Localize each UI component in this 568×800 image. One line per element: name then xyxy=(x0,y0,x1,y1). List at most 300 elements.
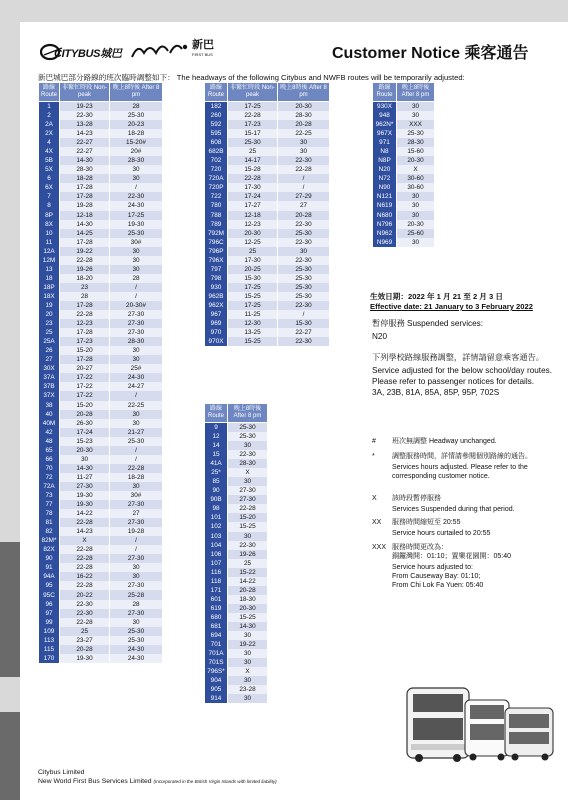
route-cell: 77 xyxy=(39,500,60,509)
route-cell: N962 xyxy=(373,229,397,238)
route-cell: 19 xyxy=(39,301,60,310)
route-cell: 82X xyxy=(39,545,60,554)
headway-cell: 25-30 xyxy=(278,283,330,292)
table-row xyxy=(39,554,163,563)
table-row xyxy=(205,229,330,238)
route-cell: N20 xyxy=(373,165,397,174)
table-row xyxy=(39,174,163,183)
route-cell: 780 xyxy=(205,201,228,210)
table-row xyxy=(205,102,330,112)
table-row xyxy=(39,645,163,654)
headway-cell: 22-28 xyxy=(278,165,330,174)
route-cell: 905 xyxy=(205,685,228,694)
legend-xxx: XXX 服務時間更改為： 銅鑼灣開：01:10；置樂花園開：05:40 Service hours adjusted to: From Causeway Bay: 01:10; From Chi Lok Fa Yuen: 05:40 xyxy=(372,544,512,589)
table-row xyxy=(205,568,268,577)
route-cell: 260 xyxy=(205,111,228,120)
table-row xyxy=(39,500,163,509)
table-row xyxy=(39,437,163,446)
table-row xyxy=(39,428,163,437)
route-cell: 90B xyxy=(205,495,228,504)
legend-x: X 該時段暫停服務 Services Suspended during that period. xyxy=(372,495,515,513)
headway-cell: 25-30 xyxy=(278,292,330,301)
headway-cell: 20-30 xyxy=(278,102,330,112)
headway-cell: 17-30 xyxy=(228,256,278,265)
route-cell: 81 xyxy=(39,518,60,527)
route-cell: N680 xyxy=(373,211,397,220)
headway-cell: 17-22 xyxy=(60,373,110,382)
headway-cell: 17-25 xyxy=(228,283,278,292)
route-cell: 722 xyxy=(205,192,228,201)
headway-cell: 17-22 xyxy=(60,391,110,400)
table-row xyxy=(205,220,330,229)
table-row xyxy=(39,247,163,256)
headway-cell: 30 xyxy=(110,174,163,183)
table-row xyxy=(205,111,330,120)
headway-cell: 17-30 xyxy=(228,183,278,192)
headway-cell: 25# xyxy=(110,364,163,373)
suspended-services: 暫停服務 Suspended services: N20 xyxy=(372,319,484,341)
route-cell: 701 xyxy=(205,640,228,649)
headway-cell: 30# xyxy=(110,238,163,247)
route-cell: 12A xyxy=(39,247,60,256)
headway-cell: 27-30 xyxy=(110,500,163,509)
headway-cell: 19-30 xyxy=(60,654,110,663)
table-row xyxy=(39,373,163,382)
headway-cell: 30 xyxy=(110,410,163,419)
header-route: 路線 Route xyxy=(205,404,228,423)
headway-cell: 28-30 xyxy=(228,459,268,468)
table-row xyxy=(39,382,163,391)
table-row xyxy=(39,138,163,147)
headway-cell: 27 xyxy=(278,201,330,210)
headway-cell: 28 xyxy=(60,292,110,301)
table-row xyxy=(373,211,435,220)
headway-cell: 25 xyxy=(228,247,278,256)
headway-cell: 12-18 xyxy=(60,211,110,220)
headway-cell: 22-30 xyxy=(278,156,330,165)
table-row xyxy=(205,532,268,541)
headway-cell: 14-30 xyxy=(228,622,268,631)
route-cell: 26 xyxy=(39,346,60,355)
headway-cell: / xyxy=(110,536,163,545)
headway-cell: 15-25 xyxy=(228,337,278,346)
route-cell: 720P xyxy=(205,183,228,192)
route-cell: 796C xyxy=(205,238,228,247)
table-row xyxy=(39,292,163,301)
table-row xyxy=(373,111,435,120)
route-cell: 967X xyxy=(373,129,397,138)
header-route: 路線 Route xyxy=(39,83,60,102)
headway-cell: 15-25 xyxy=(228,613,268,622)
headway-cell: 30 xyxy=(228,477,268,486)
headway-cell: 30 xyxy=(278,147,330,156)
table-row xyxy=(373,147,435,156)
route-cell: 171 xyxy=(205,586,228,595)
table-row xyxy=(205,192,330,201)
headway-cell: 22-30 xyxy=(228,450,268,459)
headway-cell: 12-30 xyxy=(228,319,278,328)
headway-cell: 22-28 xyxy=(60,545,110,554)
headway-cell: 26-30 xyxy=(60,419,110,428)
route-cell: 798 xyxy=(205,274,228,283)
route-cell: 5B xyxy=(39,156,60,165)
route-cell: 48 xyxy=(39,437,60,446)
route-cell: 971 xyxy=(373,138,397,147)
headway-cell: 30 xyxy=(228,694,268,703)
headway-cell: / xyxy=(110,183,163,192)
table-row xyxy=(39,229,163,238)
table-row xyxy=(39,355,163,364)
route-cell: 796P xyxy=(205,247,228,256)
table-row xyxy=(39,536,163,545)
route-cell: 914 xyxy=(205,694,228,703)
headway-cell: 22-28 xyxy=(60,310,110,319)
table-row xyxy=(205,265,330,274)
headway-cell: 15-20 xyxy=(228,513,268,522)
table-row xyxy=(205,459,268,468)
table-row xyxy=(39,581,163,590)
headway-cell: X xyxy=(397,165,435,174)
table-row xyxy=(205,423,268,433)
route-cell: 94A xyxy=(39,572,60,581)
headway-cell: / xyxy=(278,183,330,192)
route-cell: 8P xyxy=(39,211,60,220)
headway-cell: 25-60 xyxy=(397,229,435,238)
route-cell: 4X xyxy=(39,147,60,156)
route-cell: 101 xyxy=(205,513,228,522)
route-cell: 680 xyxy=(205,613,228,622)
table-row xyxy=(205,328,330,337)
table-row xyxy=(39,410,163,419)
headway-cell: 14-23 xyxy=(60,527,110,536)
headway-cell: 17-23 xyxy=(228,120,278,129)
route-cell: 182 xyxy=(205,102,228,112)
headway-cell: XXX xyxy=(397,120,435,129)
table-row xyxy=(39,473,163,482)
table-row xyxy=(205,201,330,210)
headway-cell: 22-28 xyxy=(60,518,110,527)
headway-cell: 19-26 xyxy=(228,550,268,559)
table-row xyxy=(39,518,163,527)
route-cell: 10 xyxy=(39,229,60,238)
headway-cell: 27-30 xyxy=(60,482,110,491)
route-cell: 41A xyxy=(205,459,228,468)
headway-cell: 23-28 xyxy=(228,685,268,694)
table-row xyxy=(39,419,163,428)
route-cell: 948 xyxy=(373,111,397,120)
route-cell: 9 xyxy=(205,423,228,433)
headway-cell: 11-25 xyxy=(228,310,278,319)
headway-cell: 22-30 xyxy=(228,541,268,550)
headway-cell: 30-60 xyxy=(397,174,435,183)
table-row xyxy=(205,283,330,292)
table-row xyxy=(205,310,330,319)
table-row xyxy=(373,156,435,165)
route-cell: 104 xyxy=(205,541,228,550)
headway-cell: 13-28 xyxy=(60,120,110,129)
table-row xyxy=(205,165,330,174)
headway-cell: 22-28 xyxy=(228,174,278,183)
headway-cell: 12-23 xyxy=(228,220,278,229)
headway-cell: 30 xyxy=(110,572,163,581)
table-row xyxy=(39,337,163,346)
route-cell: 970 xyxy=(205,328,228,337)
headway-cell: 30 xyxy=(110,419,163,428)
route-cell: 78 xyxy=(39,509,60,518)
headway-cell: 22-30 xyxy=(60,609,110,618)
headway-cell: 20-23 xyxy=(110,120,163,129)
route-cell: 15 xyxy=(205,450,228,459)
headway-cell: 24-30 xyxy=(110,654,163,663)
table-row xyxy=(205,432,268,441)
table-row xyxy=(39,446,163,455)
table-row xyxy=(205,441,268,450)
headway-cell: 14-30 xyxy=(60,220,110,229)
headway-cell: 25-30 xyxy=(278,265,330,274)
route-cell: 70 xyxy=(39,464,60,473)
headway-cell: 24-30 xyxy=(110,373,163,382)
headway-cell: 22-30 xyxy=(278,238,330,247)
headway-cell: 22-27 xyxy=(60,138,110,147)
route-cell: 788 xyxy=(205,211,228,220)
table-row xyxy=(39,401,163,410)
route-cell: 6 xyxy=(39,174,60,183)
headway-cell: 22-28 xyxy=(60,554,110,563)
table-row xyxy=(39,256,163,265)
headway-cell: 22-28 xyxy=(228,504,268,513)
route-cell: 30X xyxy=(39,364,60,373)
route-cell: 98 xyxy=(205,504,228,513)
route-cell: 72A xyxy=(39,482,60,491)
route-cell: 40M xyxy=(39,419,60,428)
route-cell: 116 xyxy=(205,568,228,577)
table-row xyxy=(373,129,435,138)
headway-cell: 30-60 xyxy=(397,183,435,192)
route-cell: 25A xyxy=(39,337,60,346)
table-row xyxy=(205,337,330,346)
table-row xyxy=(205,604,268,613)
table-row xyxy=(205,685,268,694)
table-row xyxy=(39,491,163,500)
route-cell: 2X xyxy=(39,129,60,138)
table-row xyxy=(205,477,268,486)
headway-cell: 19-26 xyxy=(60,265,110,274)
route-cell: 18P xyxy=(39,283,60,292)
route-cell: 7 xyxy=(39,192,60,201)
route-cell: 967 xyxy=(205,310,228,319)
route-cell: 2A xyxy=(39,120,60,129)
table-row xyxy=(205,301,330,310)
nwfb-logo: 新巴 FIRST BUS xyxy=(130,38,230,62)
headway-cell: 30 xyxy=(397,238,435,247)
table-row xyxy=(205,247,330,256)
headway-cell: 27-30 xyxy=(110,319,163,328)
headway-cell: 20-30 xyxy=(397,220,435,229)
route-cell: 118 xyxy=(205,577,228,586)
route-cell: 930 xyxy=(205,283,228,292)
route-cell: 619 xyxy=(205,604,228,613)
table-row xyxy=(205,486,268,495)
legend-hash: # 班次無調整 Headway unchanged. xyxy=(372,438,497,445)
headway-cell: 24-30 xyxy=(110,645,163,654)
headway-cell: 25-30 xyxy=(228,432,268,441)
table-row xyxy=(39,201,163,210)
headway-cell: 17-24 xyxy=(228,192,278,201)
headway-cell: / xyxy=(110,545,163,554)
headway-cell: 19-22 xyxy=(228,640,268,649)
headway-cell: 28-30 xyxy=(278,111,330,120)
table-row xyxy=(373,201,435,210)
table-row xyxy=(373,183,435,192)
route-cell: 904 xyxy=(205,676,228,685)
headway-cell: 17-24 xyxy=(60,428,110,437)
route-cell: 1 xyxy=(39,102,60,112)
headway-cell: 30 xyxy=(110,346,163,355)
route-cell: N796 xyxy=(373,220,397,229)
headway-cell: 18-30 xyxy=(228,595,268,604)
route-cell: 97 xyxy=(39,609,60,618)
headway-cell: 19-30 xyxy=(110,220,163,229)
headway-cell: 27-29 xyxy=(278,192,330,201)
headway-table-4 xyxy=(372,82,435,247)
table-row xyxy=(39,654,163,663)
table-row xyxy=(373,174,435,183)
table-row xyxy=(205,238,330,247)
table-row xyxy=(39,600,163,609)
headway-cell: 17-22 xyxy=(60,382,110,391)
route-cell: 796X xyxy=(205,256,228,265)
headway-cell: 30 xyxy=(278,138,330,147)
headway-cell: 15-22 xyxy=(228,568,268,577)
headway-cell: 24-30 xyxy=(110,201,163,210)
headway-cell: 27-30 xyxy=(110,554,163,563)
header-route: 路線 Route xyxy=(373,83,397,102)
table-row xyxy=(205,541,268,550)
table-row xyxy=(205,631,268,640)
table-row xyxy=(205,256,330,265)
headway-cell: 13-25 xyxy=(228,328,278,337)
table-row xyxy=(205,274,330,283)
headway-cell: 17-23 xyxy=(60,337,110,346)
route-cell: 970X xyxy=(205,337,228,346)
table-row xyxy=(205,450,268,459)
table-row xyxy=(39,183,163,192)
route-cell: 25* xyxy=(205,468,228,477)
legend-xx: XX 服務時間縮短至 20:55 Service hours curtailed to 20:55 xyxy=(372,519,491,537)
header-nonpeak: 非繁忙時段 Non-peak xyxy=(60,83,110,102)
route-cell: 8X xyxy=(39,220,60,229)
headway-cell: 20-30# xyxy=(110,301,163,310)
headway-cell: 22-27 xyxy=(278,328,330,337)
table-row xyxy=(205,138,330,147)
top-border xyxy=(0,0,568,22)
headway-cell: / xyxy=(110,292,163,301)
route-cell: 20 xyxy=(39,310,60,319)
headway-cell: 28-30 xyxy=(60,165,110,174)
route-cell: 95C xyxy=(39,590,60,599)
headway-cell: 28 xyxy=(110,274,163,283)
headway-cell: 20-28 xyxy=(60,410,110,419)
headway-cell: 20-30 xyxy=(60,446,110,455)
header-route: 路線 Route xyxy=(205,83,228,102)
route-cell: N8 xyxy=(373,147,397,156)
headway-cell: 22-30 xyxy=(60,111,110,120)
route-cell: 682B xyxy=(205,147,228,156)
headway-cell: 20-28 xyxy=(278,120,330,129)
table-row xyxy=(39,211,163,220)
headway-cell: / xyxy=(110,446,163,455)
route-cell: 40 xyxy=(39,410,60,419)
headway-cell: 30 xyxy=(228,631,268,640)
route-cell: 14 xyxy=(205,441,228,450)
headway-cell: / xyxy=(278,174,330,183)
table-row xyxy=(39,328,163,337)
headway-cell: 22-28 xyxy=(228,111,278,120)
headway-cell: 20-27 xyxy=(60,364,110,373)
route-cell: N619 xyxy=(373,201,397,210)
route-cell: N969 xyxy=(373,238,397,247)
headway-cell: 22-30 xyxy=(60,600,110,609)
headway-cell: 15-17 xyxy=(228,129,278,138)
table-row xyxy=(39,238,163,247)
headway-cell: 27-30 xyxy=(110,581,163,590)
table-row xyxy=(373,220,435,229)
route-cell: 2 xyxy=(39,111,60,120)
headway-cell: 22-27 xyxy=(60,147,110,156)
route-cell: 66 xyxy=(39,455,60,464)
route-cell: 99 xyxy=(39,618,60,627)
table-row xyxy=(373,165,435,174)
route-cell: 4 xyxy=(39,138,60,147)
headway-cell: 25 xyxy=(228,559,268,568)
table-row xyxy=(39,147,163,156)
headway-cell: 19-30 xyxy=(60,500,110,509)
headway-table-3 xyxy=(204,403,268,703)
table-row xyxy=(205,495,268,504)
headway-cell: 25 xyxy=(228,147,278,156)
route-cell: 6X xyxy=(39,183,60,192)
table-row xyxy=(373,120,435,129)
headway-cell: 25-30 xyxy=(278,274,330,283)
table-row xyxy=(39,627,163,636)
table-row xyxy=(205,586,268,595)
school-route-notice: 下列學校路線服務調整，詳情請留意乘客通告。 Service adjusted for the below school/day routes. Please refer to passenger notices for details. 3A, 23B, 81A, 85A, 85P, 95P, 702S xyxy=(372,353,552,397)
headway-cell: 12-23 xyxy=(60,319,110,328)
route-cell: 96 xyxy=(39,600,60,609)
route-cell: 23 xyxy=(39,319,60,328)
headway-cell: 23-27 xyxy=(60,636,110,645)
headway-cell: 17-25 xyxy=(228,301,278,310)
headway-cell: 17-28 xyxy=(60,192,110,201)
headway-cell: 14-30 xyxy=(60,464,110,473)
headway-cell: 30 xyxy=(397,211,435,220)
table-row xyxy=(205,504,268,513)
page-title: Customer Notice 乘客通告 xyxy=(332,45,529,62)
table-row xyxy=(205,183,330,192)
headway-cell: 27-30 xyxy=(110,609,163,618)
route-cell: 694 xyxy=(205,631,228,640)
headway-cell: 30 xyxy=(228,441,268,450)
headway-table-1 xyxy=(38,82,163,663)
table-row xyxy=(39,310,163,319)
headway-cell: 30 xyxy=(60,455,110,464)
headway-cell: 17-25 xyxy=(110,211,163,220)
route-cell: 91 xyxy=(39,563,60,572)
route-cell: 720 xyxy=(205,165,228,174)
table-row xyxy=(39,301,163,310)
route-cell: N72 xyxy=(373,174,397,183)
table-row xyxy=(39,265,163,274)
